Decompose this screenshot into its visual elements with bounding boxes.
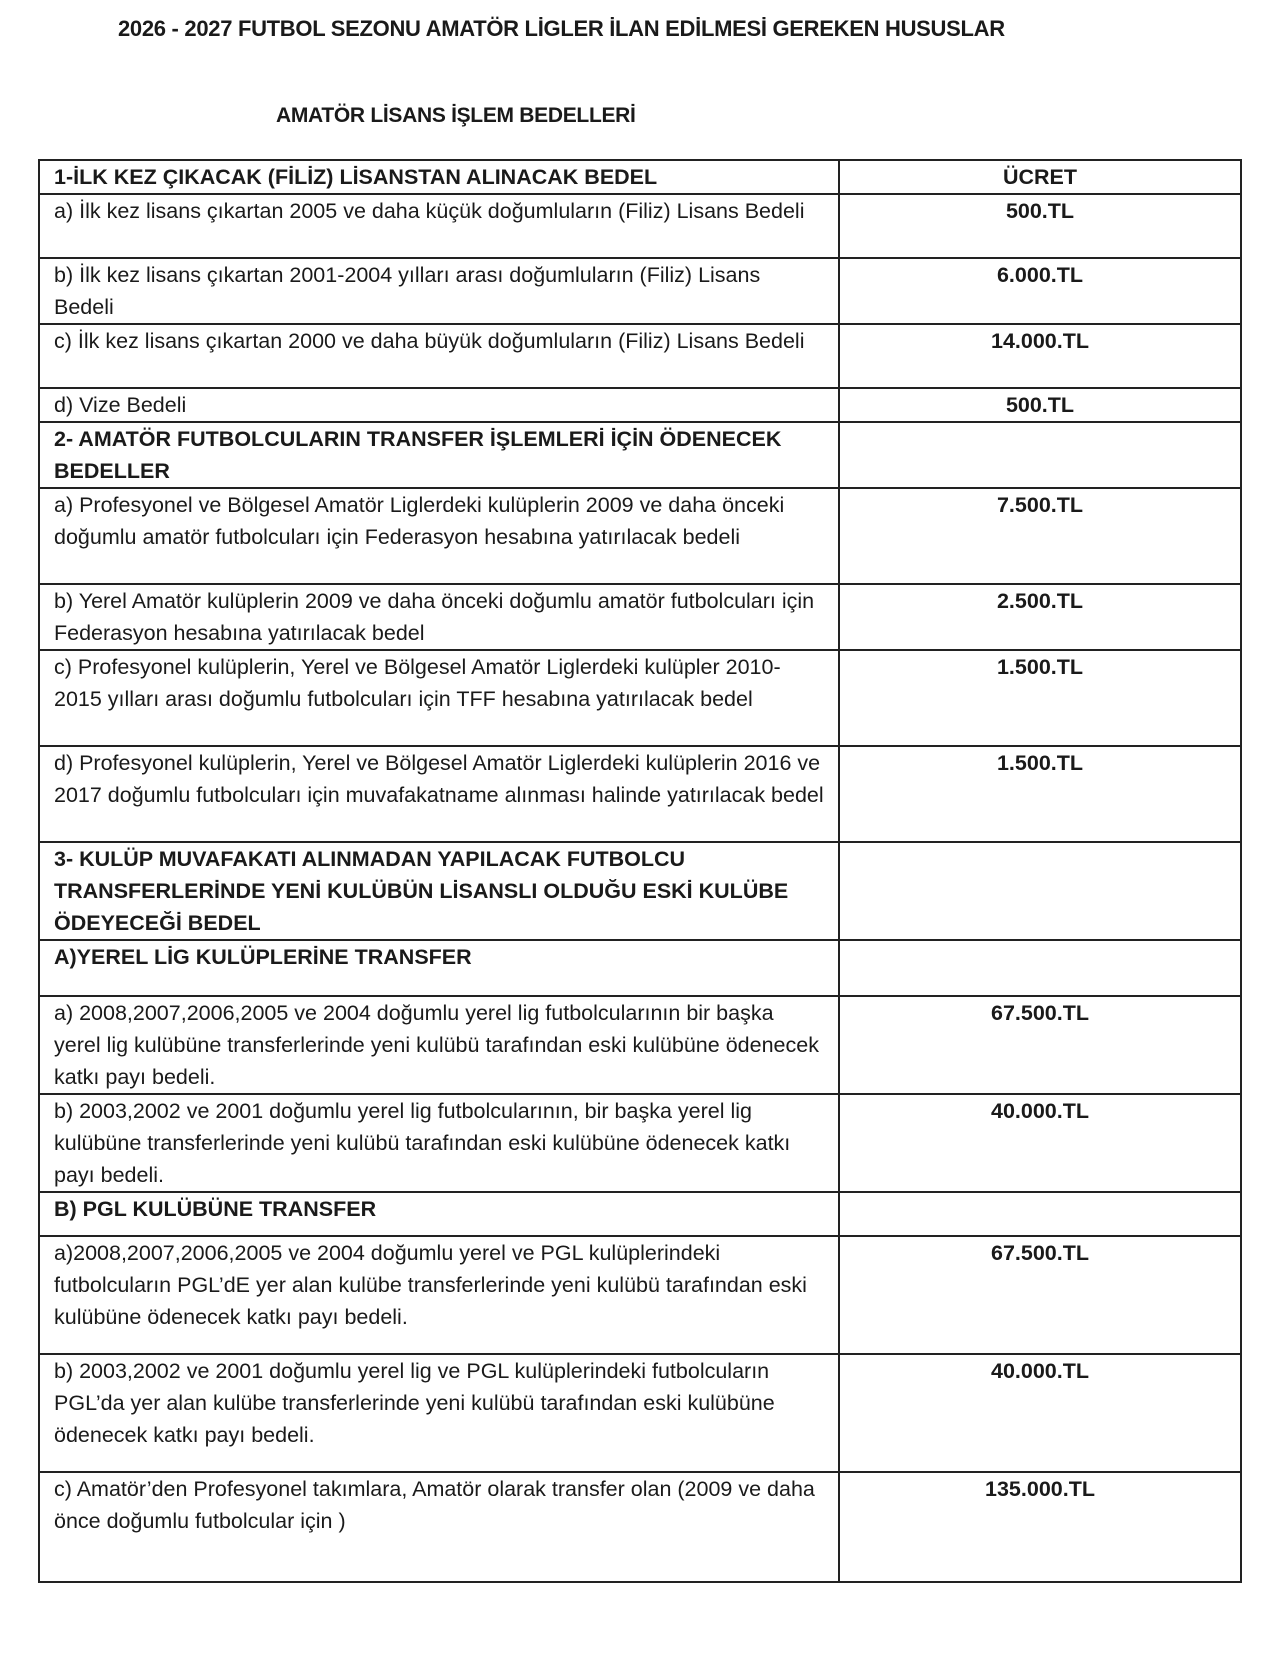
table-row xyxy=(39,584,1241,650)
subsection-b-heading: B) PGL KULÜBÜNE TRANSFER xyxy=(39,1192,839,1236)
table-row xyxy=(39,1354,1241,1472)
row-label: c) Profesyonel kulüplerin, Yerel ve Bölgesel Amatör Liglerdeki kulüpler 2010-2015 yılları arası doğumlu futbolcuları için TFF hesabına yatırılacak bedel xyxy=(39,650,839,746)
row-fee: 7.500.TL xyxy=(839,488,1241,584)
row-fee: 500.TL xyxy=(839,194,1241,258)
table-row xyxy=(39,1236,1241,1354)
row-label: a) İlk kez lisans çıkartan 2005 ve daha küçük doğumluların (Filiz) Lisans Bedeli xyxy=(39,194,839,258)
section-2-heading: 2- AMATÖR FUTBOLCULARIN TRANSFER İŞLEMLERİ İÇİN ÖDENECEK BEDELLER xyxy=(39,422,839,488)
section-row xyxy=(39,842,1241,940)
row-label: b) 2003,2002 ve 2001 doğumlu yerel lig futbolcularının, bir başka yerel lig kulübüne transferlerinde yeni kulübü tarafından eski kulübüne ödenecek katkı payı bedeli. xyxy=(39,1094,839,1192)
table-row xyxy=(39,194,1241,258)
row-fee: 500.TL xyxy=(839,388,1241,422)
row-fee: 40.000.TL xyxy=(839,1354,1241,1472)
row-label: a) 2008,2007,2006,2005 ve 2004 doğumlu yerel lig futbolcularının bir başka yerel lig kulübüne transferlerinde yeni kulübü tarafından eski kulübüne ödenecek katkı payı bedeli. xyxy=(39,996,839,1094)
section-row xyxy=(39,940,1241,996)
section-row xyxy=(39,1192,1241,1236)
row-label: d) Profesyonel kulüplerin, Yerel ve Bölgesel Amatör Liglerdeki kulüplerin 2016 ve 2017 doğumlu futbolcuları için muvafakatname alınması halinde yatırılacak bedel xyxy=(39,746,839,842)
section-1-heading: 1-İLK KEZ ÇIKACAK (FİLİZ) LİSANSTAN ALINACAK BEDEL xyxy=(39,160,839,194)
table-row xyxy=(39,650,1241,746)
table-row xyxy=(39,388,1241,422)
row-label: b) Yerel Amatör kulüplerin 2009 ve daha önceki doğumlu amatör futbolcuları için Federasyon hesabına yatırılacak bedel xyxy=(39,584,839,650)
row-fee: 6.000.TL xyxy=(839,258,1241,324)
document-subtitle: AMATÖR LİSANS İŞLEM BEDELLERİ xyxy=(276,104,636,127)
table-row xyxy=(39,746,1241,842)
row-fee: 67.500.TL xyxy=(839,996,1241,1094)
row-fee: 1.500.TL xyxy=(839,650,1241,746)
row-label: a) Profesyonel ve Bölgesel Amatör Liglerdeki kulüplerin 2009 ve daha önceki doğumlu amatör futbolcuları için Federasyon hesabına yatırılacak bedeli xyxy=(39,488,839,584)
row-fee: 40.000.TL xyxy=(839,1094,1241,1192)
table-header-row xyxy=(39,160,1241,194)
row-label: b) İlk kez lisans çıkartan 2001-2004 yılları arası doğumluların (Filiz) Lisans Bedeli xyxy=(39,258,839,324)
row-fee: 14.000.TL xyxy=(839,324,1241,388)
table-row xyxy=(39,1094,1241,1192)
row-fee xyxy=(839,940,1241,996)
row-fee xyxy=(839,842,1241,940)
table-row xyxy=(39,324,1241,388)
row-fee: 2.500.TL xyxy=(839,584,1241,650)
table-row xyxy=(39,996,1241,1094)
document-title: 2026 - 2027 FUTBOL SEZONU AMATÖR LİGLER İLAN EDİLMESİ GEREKEN HUSUSLAR xyxy=(118,16,1005,41)
fee-column-header: ÜCRET xyxy=(839,160,1241,194)
table-row xyxy=(39,488,1241,584)
row-fee xyxy=(839,1192,1241,1236)
row-fee: 67.500.TL xyxy=(839,1236,1241,1354)
table-row xyxy=(39,258,1241,324)
row-label: c) İlk kez lisans çıkartan 2000 ve daha büyük doğumluların (Filiz) Lisans Bedeli xyxy=(39,324,839,388)
row-label: c) Amatör’den Profesyonel takımlara, Amatör olarak transfer olan (2009 ve daha önce doğumlu futbolcular için ) xyxy=(39,1472,839,1582)
fee-table xyxy=(38,159,1242,1583)
table-row xyxy=(39,1472,1241,1582)
row-label: b) 2003,2002 ve 2001 doğumlu yerel lig ve PGL kulüplerindeki futbolcuların PGL’da yer alan kulübe transferlerinde yeni kulübü tarafından eski kulübüne ödenecek katkı payı bedeli. xyxy=(39,1354,839,1472)
row-label: d) Vize Bedeli xyxy=(39,388,839,422)
row-fee: 1.500.TL xyxy=(839,746,1241,842)
row-fee: 135.000.TL xyxy=(839,1472,1241,1582)
section-3-heading: 3- KULÜP MUVAFAKATI ALINMADAN YAPILACAK FUTBOLCU TRANSFERLERİNDE YENİ KULÜBÜN LİSANSLI OLDUĞU ESKİ KULÜBE ÖDEYECEĞİ BEDEL xyxy=(39,842,839,940)
section-row xyxy=(39,422,1241,488)
row-label: a)2008,2007,2006,2005 ve 2004 doğumlu yerel ve PGL kulüplerindeki futbolcuların PGL’dE yer alan kulübe transferlerinde yeni kulübü tarafından eski kulübüne ödenecek katkı payı bedeli. xyxy=(39,1236,839,1354)
subsection-a-heading: A)YEREL LİG KULÜPLERİNE TRANSFER xyxy=(39,940,839,996)
row-fee xyxy=(839,422,1241,488)
